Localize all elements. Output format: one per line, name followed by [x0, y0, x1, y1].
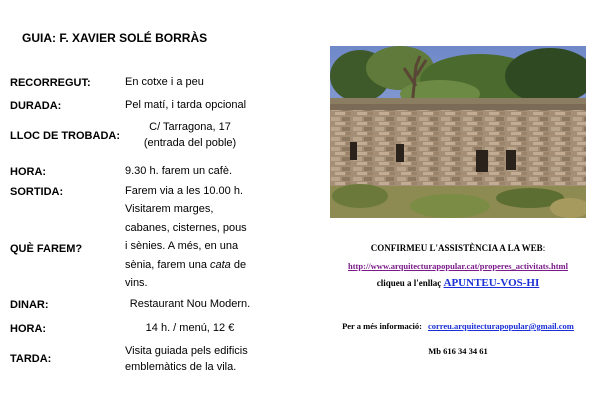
quefarem-cata: cata — [210, 258, 231, 271]
tarda-value — [125, 343, 248, 375]
more-info — [330, 321, 586, 331]
lloc-value-line2: (entrada del poble) — [143, 137, 237, 149]
click-instruction — [330, 277, 586, 289]
stone-wall-photo — [330, 46, 586, 218]
quefarem-line2: cabanes, cisternes, pous — [125, 221, 247, 234]
tarda-label: TARDA: — [10, 353, 52, 365]
sortida-value: Farem via a les 10.00 h. — [125, 185, 244, 197]
hora1-value: 9.30 h. farem un cafè. — [125, 165, 233, 177]
lloc-value — [115, 119, 265, 151]
quefarem-line3: i sènies. A més, en una — [125, 240, 239, 252]
tarda-line2: emblemàtics de la vila. — [125, 361, 237, 373]
phone-number: Mb 616 34 34 61 — [428, 346, 488, 356]
durada-label: DURADA: — [10, 100, 62, 112]
lloc-value-line1: C/ Tarragona, 17 — [149, 121, 231, 133]
recorregut-value: En cotxe i a peu — [125, 76, 204, 88]
quefarem-line1: Visitarem marges, — [125, 203, 214, 215]
click-prefix: cliqueu a l'enllaç — [376, 278, 442, 288]
quefarem-line4a: sènia, farem una — [125, 258, 210, 271]
confirm-colon: : — [542, 243, 546, 253]
durada-value: Pel matí, i tarda opcional — [125, 99, 247, 111]
hora2-value: 14 h. / menú, 12 € — [145, 322, 235, 334]
activities-url-link[interactable]: http://www.arquitecturapopular.cat/properes_activitats.html — [348, 261, 568, 271]
tarda-line1: Visita guiada pels edificis — [125, 345, 248, 357]
lloc-label: LLOC DE TROBADA: — [10, 130, 120, 142]
info-label: Per a més informació: — [342, 321, 422, 331]
register-link[interactable]: APUNTEU-VOS-HI — [443, 277, 540, 289]
dinar-label: DINAR: — [10, 299, 49, 311]
sortida-label: SORTIDA: — [10, 186, 64, 198]
quefarem-text — [125, 200, 247, 293]
quefarem-label: QUÈ FAREM? — [10, 243, 83, 255]
quefarem-line4c: de — [230, 258, 247, 271]
hora1-label: HORA: — [10, 166, 47, 178]
dinar-value: Restaurant Nou Modern. — [129, 298, 251, 310]
confirm-attendance — [330, 243, 586, 253]
recorregut-label: RECORREGUT: — [10, 77, 91, 89]
quefarem-line4 — [125, 256, 247, 275]
confirm-text: CONFIRMEU L'ASSISTÈNCIA A LA WEB — [370, 243, 543, 253]
quefarem-line5: vins. — [125, 277, 148, 289]
guide-title: GUIA: F. XAVIER SOLÉ BORRÀS — [22, 31, 208, 45]
hora2-label: HORA: — [10, 323, 47, 335]
email-link[interactable]: correu.arquitecturapopular@gmail.com — [427, 321, 574, 331]
